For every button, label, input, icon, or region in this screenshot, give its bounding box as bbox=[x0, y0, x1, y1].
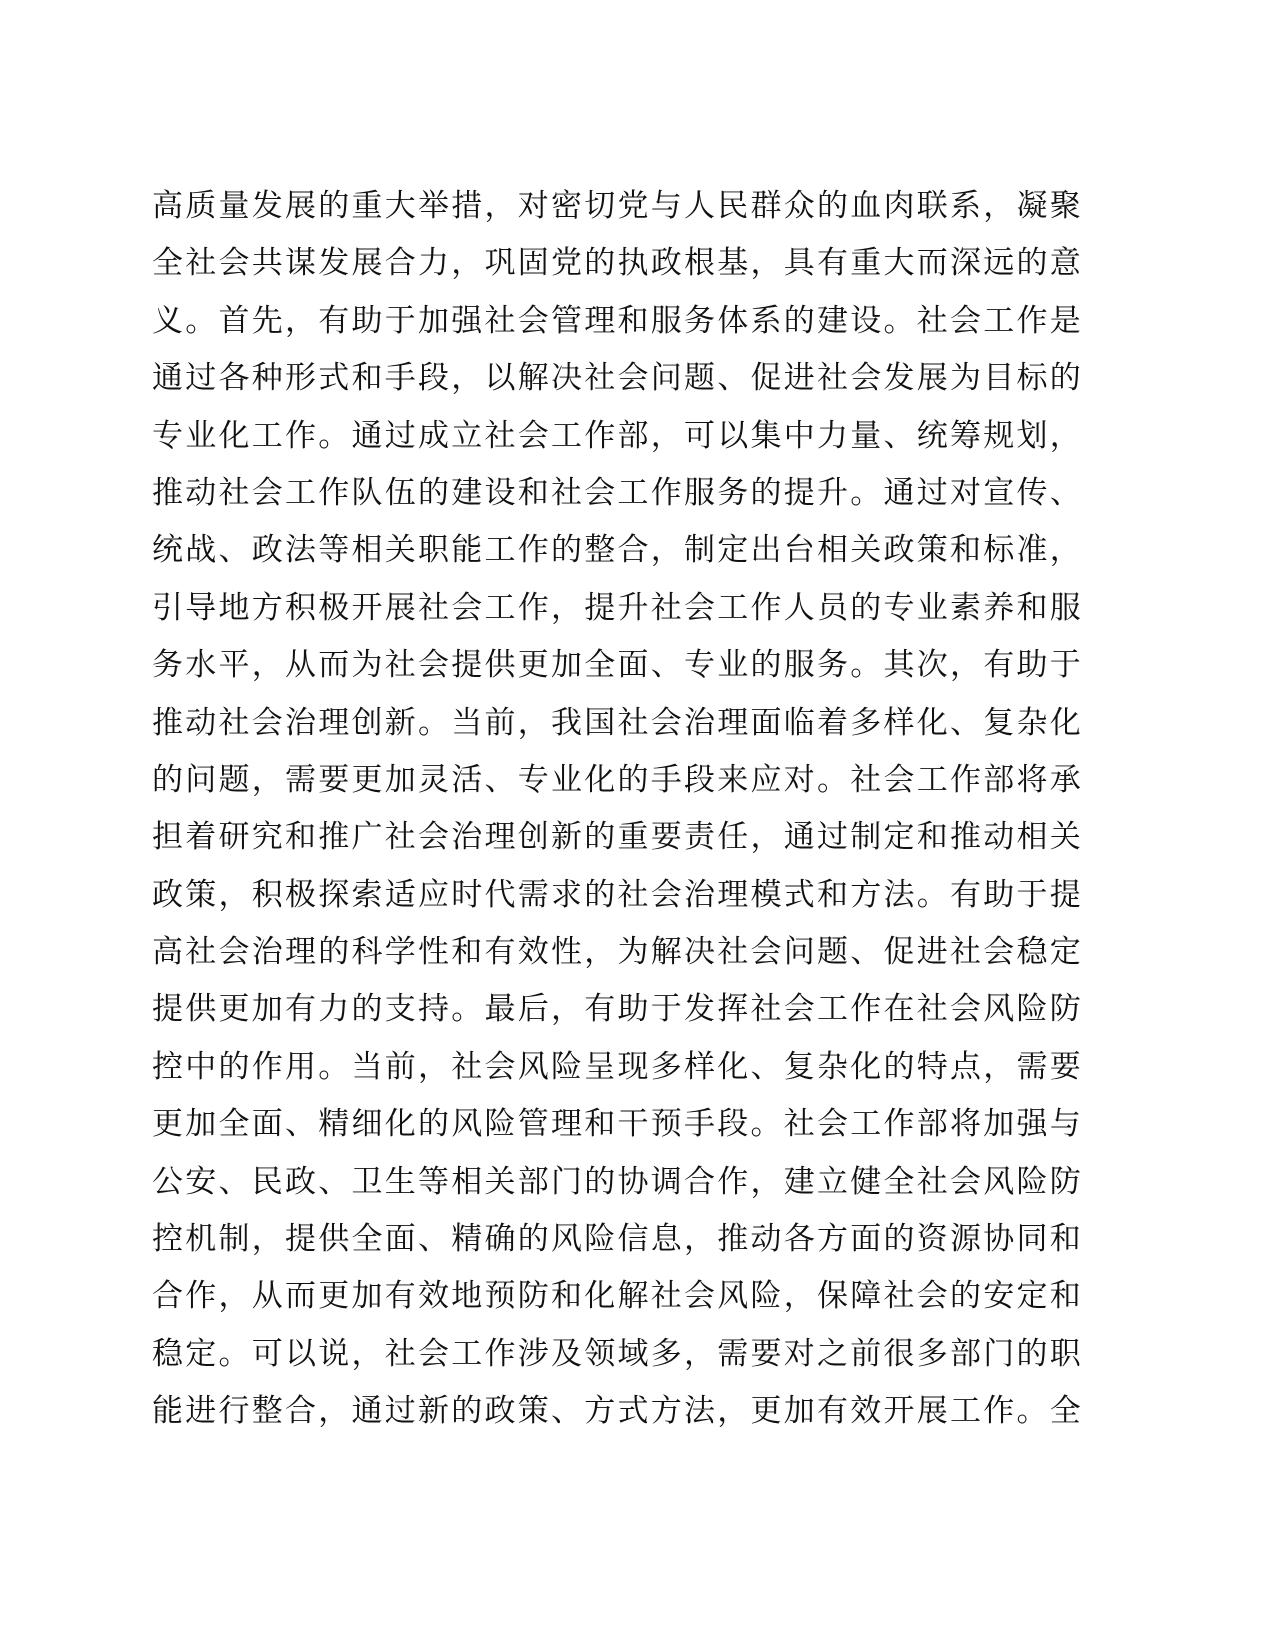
text-line: 推动社会工作队伍的建设和社会工作服务的提升。通过对宣传、 bbox=[152, 474, 1082, 511]
text-line: 担着研究和推广社会治理创新的重要责任，通过制定和推动相关 bbox=[152, 819, 1082, 856]
text-line: 稳定。可以说，社会工作涉及领域多，需要对之前很多部门的职 bbox=[152, 1335, 1082, 1372]
text-line: 政策，积极探索适应时代需求的社会治理模式和方法。有助于提 bbox=[152, 876, 1082, 913]
text-line: 合作，从而更加有效地预防和化解社会风险，保障社会的安定和 bbox=[152, 1278, 1082, 1315]
text-line: 推动社会治理创新。当前，我国社会治理面临着多样化、复杂化 bbox=[152, 704, 1082, 741]
text-line: 高质量发展的重大举措，对密切党与人民群众的血肉联系，凝聚 bbox=[152, 188, 1082, 224]
text-line: 能进行整合，通过新的政策、方式方法，更加有效开展工作。全 bbox=[152, 1393, 1082, 1430]
text-line: 公安、民政、卫生等相关部门的协调合作，建立健全社会风险防 bbox=[152, 1163, 1082, 1200]
text-line: 的问题，需要更加灵活、专业化的手段来应对。社会工作部将承 bbox=[152, 761, 1082, 798]
text-line: 义。首先，有助于加强社会管理和服务体系的建设。社会工作是 bbox=[152, 302, 1082, 339]
text-line: 控中的作用。当前，社会风险呈现多样化、复杂化的特点，需要 bbox=[152, 1048, 1082, 1085]
text-line: 更加全面、精细化的风险管理和干预手段。社会工作部将加强与 bbox=[152, 1106, 1082, 1143]
text-line: 全社会共谋发展合力，巩固党的执政根基，具有重大而深远的意 bbox=[152, 245, 1082, 282]
text-line: 提供更加有力的支持。最后，有助于发挥社会工作在社会风险防 bbox=[152, 991, 1082, 1028]
text-line: 引导地方积极开展社会工作，提升社会工作人员的专业素养和服 bbox=[152, 589, 1082, 626]
text-line: 统战、政法等相关职能工作的整合，制定出台相关政策和标准， bbox=[152, 532, 1082, 569]
text-line: 高社会治理的科学性和有效性，为解决社会问题、促进社会稳定 bbox=[152, 934, 1082, 971]
text-line: 务水平，从而为社会提供更加全面、专业的服务。其次，有助于 bbox=[152, 647, 1082, 684]
text-line: 控机制，提供全面、精确的风险信息，推动各方面的资源协同和 bbox=[152, 1221, 1082, 1258]
text-line: 专业化工作。通过成立社会工作部，可以集中力量、统筹规划， bbox=[152, 417, 1082, 454]
body-paragraph bbox=[152, 178, 1082, 1441]
text-line: 通过各种形式和手段，以解决社会问题、促进社会发展为目标的 bbox=[152, 360, 1082, 397]
